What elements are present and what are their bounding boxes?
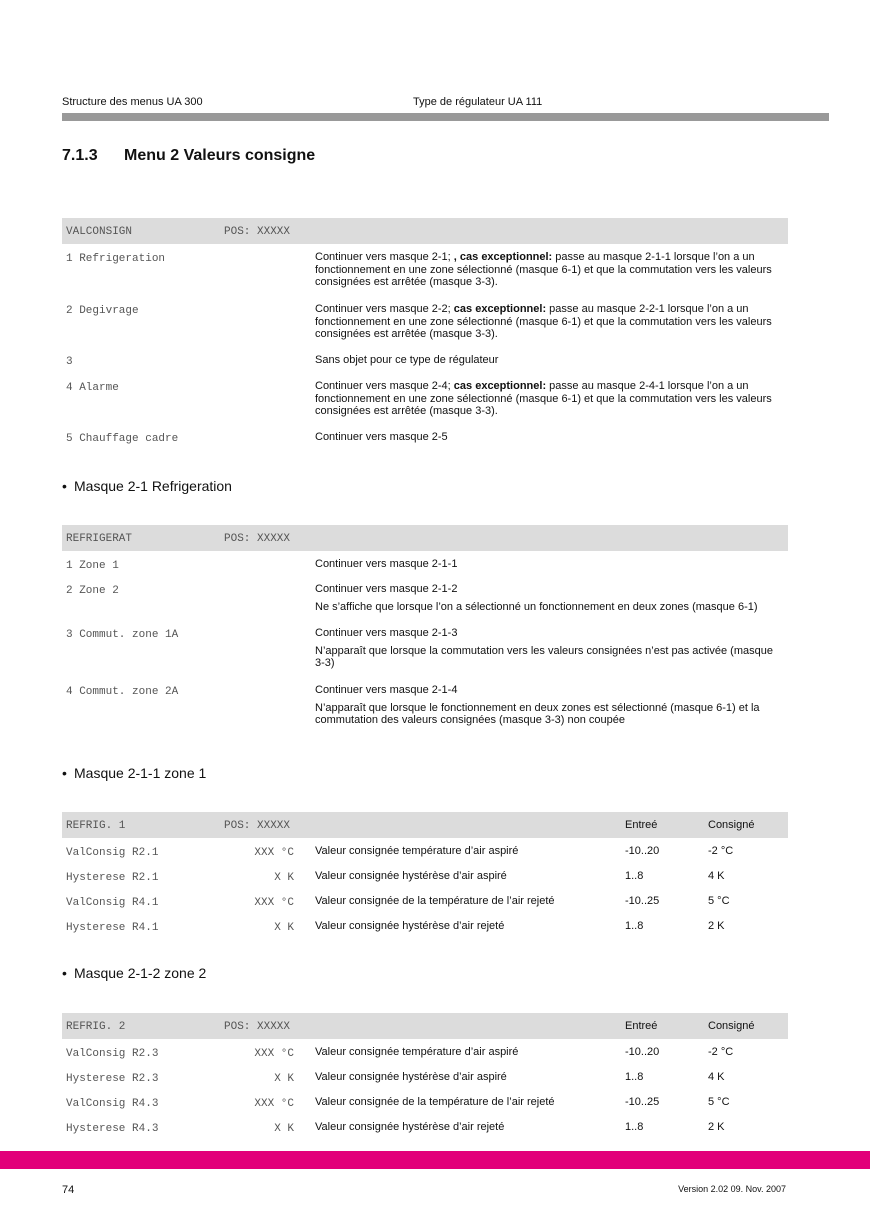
running-header-middle: Type de régulateur UA 111 bbox=[413, 96, 543, 108]
table-header bbox=[62, 812, 788, 838]
row-entree: 1..8 bbox=[625, 1121, 644, 1133]
menu-name: VALCONSIGN bbox=[66, 226, 133, 238]
menu-name: REFRIGERAT bbox=[66, 533, 133, 545]
row-item: Hysterese R2.1 bbox=[66, 872, 159, 884]
menu-pos: POS: XXXXX bbox=[224, 533, 291, 545]
refrig1-table bbox=[62, 812, 788, 934]
row-description: Continuer vers masque 2-4; cas exceptionnel: passe au masque 2-4-1 lorsque l’on a un fonctionnement en une zone sélectionné (masque 6-1) et que la commutation vers les valeurs consignées est arrêtée (masque 3-3). bbox=[315, 380, 772, 417]
col-header-consigne: Consigné bbox=[708, 819, 755, 831]
row-description: Valeur consignée température d’air aspiré bbox=[315, 1046, 519, 1058]
subsection-bullet: • Masque 2-1-1 zone 1 bbox=[62, 765, 207, 781]
row-description: Continuer vers masque 2-1-1 bbox=[315, 558, 458, 570]
row-item: Hysterese R4.1 bbox=[66, 922, 159, 934]
row-item: ValConsig R2.3 bbox=[66, 1048, 159, 1060]
col-header-entree: Entreé bbox=[625, 1020, 658, 1032]
section-title bbox=[62, 147, 315, 165]
row-consigne: 5 °C bbox=[708, 1096, 730, 1108]
refrig2-table bbox=[62, 1013, 788, 1135]
table-header bbox=[62, 1013, 788, 1039]
row-entree: -10..25 bbox=[625, 1096, 660, 1108]
row-consigne: 5 °C bbox=[708, 895, 730, 907]
menu-name: REFRIG. 2 bbox=[66, 1021, 126, 1033]
row-consigne: -2 °C bbox=[708, 1046, 734, 1058]
row-description: Continuer vers masque 2-1-3 N’apparaît que lorsque la commutation vers les valeurs consignées n’est pas activée (masque 3-3) bbox=[315, 627, 785, 670]
refrigerat-table bbox=[62, 525, 788, 726]
row-description: Valeur consignée température d’air aspiré bbox=[315, 845, 519, 857]
row-entree: -10..20 bbox=[625, 845, 660, 857]
row-item: 3 bbox=[66, 356, 73, 368]
row-item: 1 Zone 1 bbox=[66, 560, 119, 572]
bullet-dot: • bbox=[62, 478, 67, 494]
version-info: Version 2.02 09. Nov. 2007 bbox=[678, 1184, 786, 1194]
running-header-left: Structure des menus UA 300 bbox=[62, 96, 203, 108]
menu-pos: POS: XXXXX bbox=[224, 820, 291, 832]
col-header-entree: Entreé bbox=[625, 819, 658, 831]
row-consigne: 4 K bbox=[708, 870, 725, 882]
row-description: Continuer vers masque 2-1-4 N’apparaît que lorsque le fonctionnement en deux zones est sélectionné (masque 6-1) et la commutation des valeurs consignées (masque 3-3) non coupée bbox=[315, 684, 785, 727]
row-description: Valeur consignée de la température de l’air rejeté bbox=[315, 895, 555, 907]
section-number: 7.1.3 bbox=[62, 147, 98, 164]
menu-pos: POS: XXXXX bbox=[224, 1021, 291, 1033]
row-item: 5 Chauffage cadre bbox=[66, 433, 179, 445]
footer-accent-bar bbox=[0, 1151, 870, 1169]
table-header bbox=[62, 218, 788, 244]
row-description: Continuer vers masque 2-5 bbox=[315, 431, 448, 443]
row-item: 2 Zone 2 bbox=[66, 585, 119, 597]
row-description: Valeur consignée hystérèse d’air rejeté bbox=[315, 1121, 505, 1133]
row-note: N’apparaît que lorsque la commutation vers les valeurs consignées n’est pas activée (masque 3-3) bbox=[315, 644, 773, 669]
row-description: Valeur consignée hystérèse d’air aspiré bbox=[315, 870, 507, 882]
valconsign-table bbox=[62, 218, 788, 445]
bullet-dot: • bbox=[62, 965, 67, 981]
menu-pos: POS: XXXXX bbox=[224, 226, 291, 238]
row-entree: 1..8 bbox=[625, 920, 644, 932]
row-description: Continuer vers masque 2-1; , cas exceptionnel: passe au masque 2-1-1 lorsque l’on a un fonctionnement en une zone sélectionné (masque 6-1) et que la commutation vers les valeurs consignées est arrêtée (masque 3-3). bbox=[315, 251, 772, 288]
page-number: 74 bbox=[62, 1184, 75, 1196]
row-entree: -10..20 bbox=[625, 1046, 660, 1058]
row-unit: X K bbox=[274, 1123, 294, 1135]
row-consigne: 4 K bbox=[708, 1071, 725, 1083]
subsection-bullet: • Masque 2-1 Refrigeration bbox=[62, 478, 232, 494]
row-item: 1 Refrigeration bbox=[66, 253, 166, 265]
row-description: Valeur consignée hystérèse d’air rejeté bbox=[315, 920, 505, 932]
row-unit: X K bbox=[274, 872, 294, 884]
row-item: ValConsig R4.1 bbox=[66, 897, 159, 909]
row-description: Sans objet pour ce type de régulateur bbox=[315, 354, 499, 366]
menu-name: REFRIG. 1 bbox=[66, 820, 126, 832]
table-header bbox=[62, 525, 788, 551]
row-unit: XXX °C bbox=[254, 1098, 294, 1110]
row-item: 4 Alarme bbox=[66, 382, 119, 394]
row-unit: XXX °C bbox=[254, 897, 294, 909]
row-description: Valeur consignée hystérèse d’air aspiré bbox=[315, 1071, 507, 1083]
row-unit: X K bbox=[274, 922, 294, 934]
col-header-consigne: Consigné bbox=[708, 1020, 755, 1032]
row-consigne: 2 K bbox=[708, 1121, 725, 1133]
row-description: Continuer vers masque 2-2; cas exceptionnel: passe au masque 2-2-1 lorsque l’on a un fonctionnement en une zone sélectionné (masque 6-1) et que la commutation vers les valeurs consignées est arrêtée (masque 3-3). bbox=[315, 303, 772, 340]
row-note: Ne s’affiche que lorsque l’on a sélectionné un fonctionnement en deux zones (masque 6-1) bbox=[315, 600, 758, 613]
subsection-bullet: • Masque 2-1-2 zone 2 bbox=[62, 965, 207, 981]
section-heading: Menu 2 Valeurs consigne bbox=[124, 147, 316, 164]
header-divider-bar bbox=[62, 113, 829, 121]
bullet-dot: • bbox=[62, 765, 67, 781]
row-item: Hysterese R2.3 bbox=[66, 1073, 159, 1085]
row-description: Valeur consignée de la température de l’air rejeté bbox=[315, 1096, 555, 1108]
row-item: 3 Commut. zone 1A bbox=[66, 629, 179, 641]
row-entree: 1..8 bbox=[625, 870, 644, 882]
row-item: Hysterese R4.3 bbox=[66, 1123, 159, 1135]
row-unit: XXX °C bbox=[254, 847, 294, 859]
row-consigne: 2 K bbox=[708, 920, 725, 932]
row-description: Continuer vers masque 2-1-2 Ne s’affiche que lorsque l’on a sélectionné un fonctionnement en deux zones (masque 6-1) bbox=[315, 583, 785, 613]
row-unit: X K bbox=[274, 1073, 294, 1085]
row-item: 4 Commut. zone 2A bbox=[66, 686, 179, 698]
row-item: ValConsig R2.1 bbox=[66, 847, 159, 859]
row-entree: -10..25 bbox=[625, 895, 660, 907]
row-note: N’apparaît que lorsque le fonctionnement en deux zones est sélectionné (masque 6-1) et la commutation des valeurs consignées (masque 3-3) non coupée bbox=[315, 701, 760, 726]
row-entree: 1..8 bbox=[625, 1071, 644, 1083]
row-consigne: -2 °C bbox=[708, 845, 734, 857]
row-unit: XXX °C bbox=[254, 1048, 294, 1060]
row-item: 2 Degivrage bbox=[66, 305, 139, 317]
row-item: ValConsig R4.3 bbox=[66, 1098, 159, 1110]
